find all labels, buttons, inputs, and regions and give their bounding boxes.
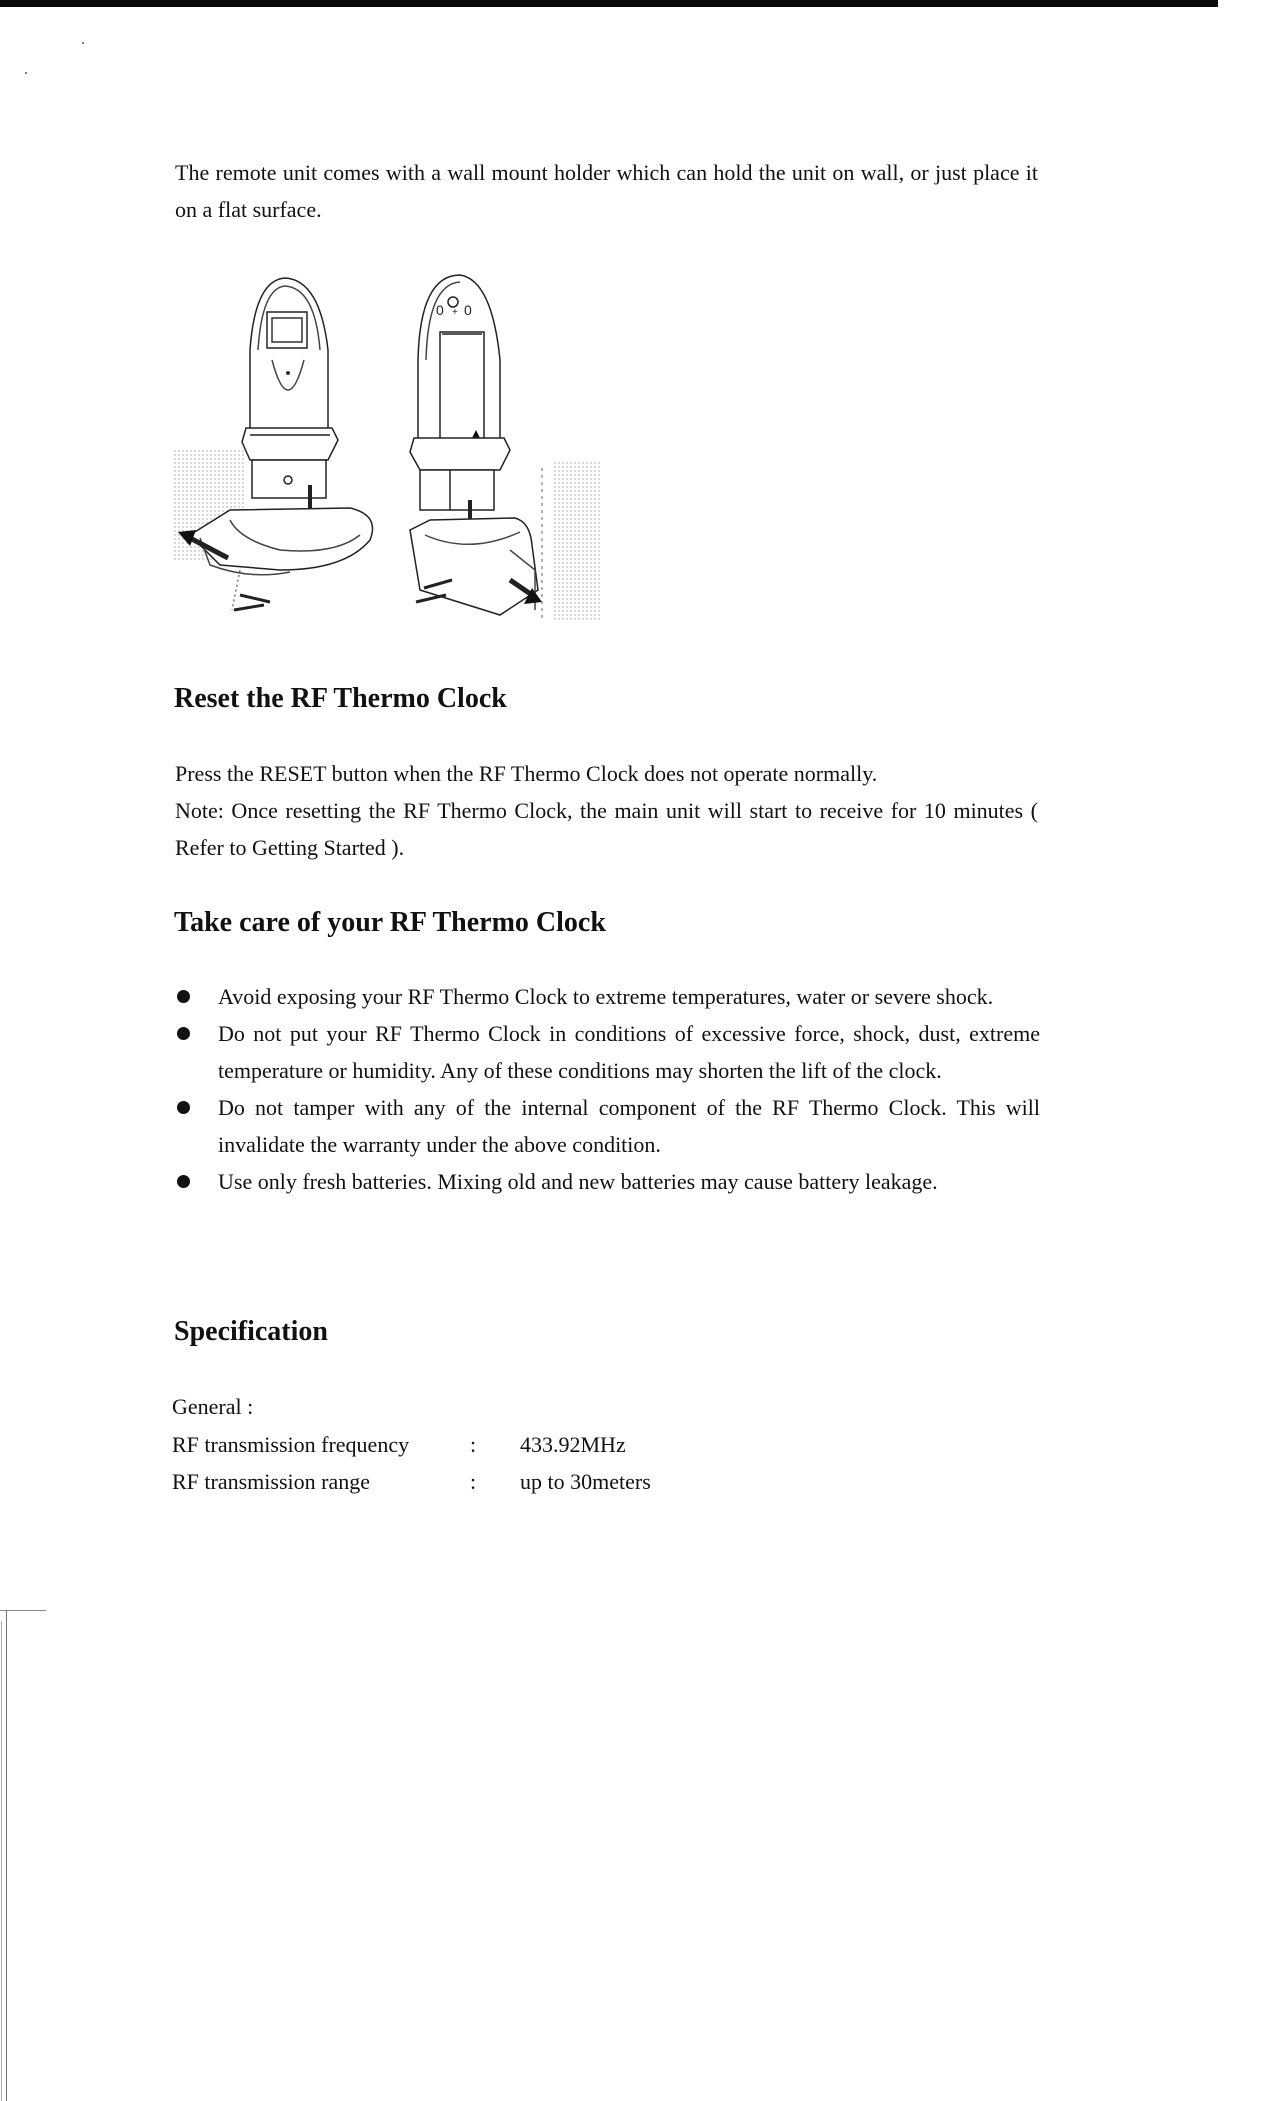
list-item: Do not tamper with any of the internal component of the RF Thermo Clock. This will invalidate the warranty under the above condition. bbox=[174, 1089, 1040, 1163]
spec-row-label: RF transmission frequency bbox=[172, 1432, 410, 1457]
svg-text:0: 0 bbox=[464, 302, 472, 318]
spec-row-separator: : bbox=[470, 1432, 477, 1457]
general-label: General : bbox=[172, 1394, 254, 1419]
scan-speck bbox=[82, 42, 84, 44]
list-item: Do not put your RF Thermo Clock in conditions of excessive force, shock, dust, extreme temperature or humidity. Any of these conditions may shorten the lift of the clock. bbox=[174, 1015, 1040, 1089]
spec-row-label: RF transmission range bbox=[172, 1469, 370, 1494]
reset-heading: Reset the RF Thermo Clock bbox=[174, 683, 507, 714]
reset-instruction: Press the RESET button when the RF Thermo Clock does not operate normally. bbox=[175, 761, 878, 786]
spec-row-value: 433.92MHz bbox=[520, 1432, 626, 1457]
list-item: Use only fresh batteries. Mixing old and new batteries may cause battery leakage. bbox=[174, 1163, 1040, 1200]
svg-text:+: + bbox=[452, 307, 458, 318]
bullet-icon bbox=[177, 990, 190, 1003]
bullet-icon bbox=[177, 1027, 190, 1040]
spec-row-value: up to 30meters bbox=[520, 1469, 651, 1494]
list-item: Avoid exposing your RF Thermo Clock to extreme temperatures, water or severe shock. bbox=[174, 978, 1040, 1015]
care-heading: Take care of your RF Thermo Clock bbox=[174, 907, 606, 938]
specification-heading: Specification bbox=[174, 1316, 328, 1347]
svg-text:0: 0 bbox=[436, 302, 444, 318]
spec-row-separator: : bbox=[470, 1469, 477, 1494]
bullet-icon bbox=[177, 1101, 190, 1114]
intro-paragraph: The remote unit comes with a wall mount holder which can hold the unit on wall, or just place it on a flat surface. bbox=[175, 160, 1038, 222]
reset-note: Note: Once resetting the RF Thermo Clock, the main unit will start to receive for 10 minutes ( Refer to Getting Started ). bbox=[175, 798, 1038, 860]
care-list bbox=[174, 978, 1040, 1200]
bullet-icon bbox=[177, 1175, 190, 1188]
wall-mount-illustration-icon bbox=[170, 270, 610, 635]
scan-speck bbox=[25, 72, 27, 74]
top-border-rule bbox=[0, 0, 1218, 7]
scan-left-edge bbox=[0, 1610, 46, 2101]
